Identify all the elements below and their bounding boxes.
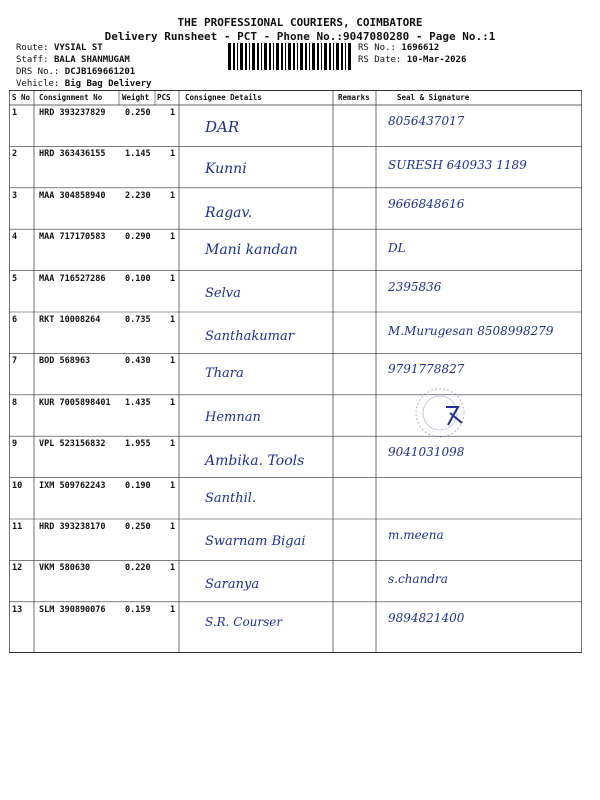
- barcode-bar: [345, 43, 346, 70]
- row-pcs: 1: [170, 397, 176, 408]
- row-signature: 9791778827: [388, 362, 465, 377]
- row-consignee: Santhakumar: [205, 329, 294, 344]
- route-field: [16, 43, 103, 53]
- barcode-bar: [293, 43, 295, 70]
- vehicle-field: [16, 79, 151, 89]
- row-signature: 8056437017: [388, 114, 465, 128]
- rs-no-label: RS No.:: [358, 43, 396, 53]
- row-consignment: MAA 717170583: [39, 232, 106, 243]
- vehicle-value: Big Bag Delivery: [64, 79, 152, 89]
- drs-label: DRS No.:: [16, 67, 60, 77]
- row-consignment: MAA 304858940: [39, 190, 106, 201]
- row-pcs: 1: [170, 315, 176, 325]
- row-consignment: HRD 363436155: [39, 149, 106, 160]
- row-consignment: VKM 580630: [39, 563, 91, 574]
- row-consignment: HRD 393238170: [39, 522, 106, 532]
- row-weight: 0.190: [125, 480, 151, 491]
- row-signature: 9894821400: [388, 610, 465, 625]
- col-sno: S No: [12, 93, 31, 102]
- barcode-bar: [281, 43, 283, 70]
- barcode-bar: [249, 43, 250, 70]
- row-sno: 12: [12, 563, 23, 574]
- row-sno: 2: [12, 149, 18, 160]
- row-pcs: 1: [170, 480, 176, 491]
- rs-no-value: 1696612: [401, 43, 440, 53]
- row-signature: 9041031098: [388, 445, 465, 460]
- barcode-bar: [297, 43, 298, 70]
- col-pcs: PCS: [157, 93, 171, 102]
- route-label: Route:: [16, 43, 49, 53]
- row-signature: M.Murugesan 8508998279: [388, 324, 554, 338]
- row-consignment: HRD 393237829: [39, 108, 106, 118]
- row-consignment: BOD 568963: [39, 356, 91, 367]
- row-consignee: Selva: [205, 285, 241, 301]
- row-sno: 4: [12, 232, 18, 243]
- row-weight: 1.145: [125, 149, 151, 160]
- row-pcs: 1: [170, 108, 176, 118]
- barcode-bar: [285, 43, 286, 70]
- row-signature: s.chandra: [388, 572, 448, 587]
- barcode-bar: [321, 43, 322, 70]
- row-sno: 13: [12, 604, 23, 615]
- barcode-bar: [288, 43, 291, 70]
- barcode-bar: [324, 43, 327, 70]
- row-weight: 0.250: [125, 522, 151, 532]
- barcode-bar: [257, 43, 259, 70]
- barcode-bar: [276, 43, 279, 70]
- route-value: VYSIAL ST: [53, 43, 103, 53]
- row-sno: 5: [12, 273, 18, 284]
- row-pcs: 1: [170, 190, 176, 201]
- row-consignment: KUR 7005898401: [39, 397, 111, 408]
- seal-stamp: [400, 385, 490, 445]
- barcode-bar: [317, 43, 319, 70]
- row-consignee: Kunni: [205, 161, 247, 178]
- row-weight: 0.735: [125, 315, 151, 325]
- row-signature: 9666848616: [388, 196, 465, 211]
- barcode-bar: [233, 43, 235, 70]
- staff-label: Staff:: [16, 55, 49, 65]
- barcode-bar: [333, 43, 334, 70]
- col-remarks: Remarks: [338, 93, 370, 102]
- row-consignee: Saranya: [205, 577, 260, 593]
- row-weight: 0.290: [125, 232, 151, 243]
- barcode-bar: [252, 43, 255, 70]
- staff-value: BALA SHANMUGAM: [53, 55, 130, 65]
- barcode-bar: [305, 43, 307, 70]
- row-sno: 11: [12, 522, 23, 532]
- row-sno: 1: [12, 108, 18, 118]
- vehicle-label: Vehicle:: [16, 79, 60, 89]
- row-weight: 0.430: [125, 356, 151, 367]
- col-consignee: Consignee Details: [185, 93, 262, 102]
- row-consignee: S.R. Courser: [205, 614, 283, 629]
- barcode-bar: [312, 43, 315, 70]
- row-pcs: 1: [170, 232, 176, 243]
- row-sno: 3: [12, 190, 18, 201]
- barcode-bar: [240, 43, 243, 70]
- row-sno: 10: [12, 480, 23, 491]
- col-consignment: Consignment No: [39, 93, 103, 102]
- barcode-bar: [348, 43, 351, 70]
- row-pcs: 1: [170, 439, 176, 450]
- row-sno: 6: [12, 315, 18, 325]
- row-pcs: 1: [170, 149, 176, 160]
- rs-no-field: [358, 43, 439, 53]
- barcode-bar: [329, 43, 331, 70]
- col-seal-signature: Seal & Signature: [397, 93, 470, 102]
- barcode-bar: [269, 43, 271, 70]
- row-weight: 0.220: [125, 563, 151, 574]
- row-consignment: RKT 10008264: [39, 315, 101, 325]
- row-consignee: Swarnam Bigai: [205, 534, 306, 549]
- row-consignee: Thara: [205, 366, 244, 382]
- company-name: THE PROFESSIONAL COURIERS, COIMBATORE: [177, 16, 423, 29]
- row-sno: 7: [12, 356, 18, 367]
- drs-field: [16, 67, 135, 77]
- barcode-bar: [309, 43, 310, 70]
- staff-field: [16, 55, 130, 65]
- row-consignee: Ambika. Tools: [205, 453, 305, 470]
- rs-date-value: 10-Mar-2026: [406, 55, 467, 65]
- barcode-bar: [261, 43, 262, 70]
- row-consignment: VPL 523156832: [39, 439, 106, 450]
- row-signature: SURESH 640933 1189: [388, 158, 527, 173]
- row-sno: 8: [12, 397, 18, 408]
- barcode-bar: [264, 43, 267, 70]
- row-pcs: 1: [170, 563, 176, 574]
- barcode-image: [228, 43, 354, 70]
- barcode-bar: [341, 43, 343, 70]
- row-weight: 1.955: [125, 439, 151, 450]
- barcode-bar: [245, 43, 247, 70]
- row-weight: 1.435: [125, 397, 151, 408]
- row-weight: 0.100: [125, 273, 151, 284]
- row-consignment: IXM 509762243: [39, 480, 106, 491]
- rs-date-field: [358, 55, 466, 65]
- row-pcs: 1: [170, 522, 176, 532]
- runsheet-table-grid: [9, 90, 582, 653]
- row-weight: 0.159: [125, 604, 151, 615]
- drs-value: DCJB169661201: [64, 67, 136, 77]
- barcode-bar: [237, 43, 238, 70]
- row-pcs: 1: [170, 356, 176, 367]
- barcode-bar: [273, 43, 274, 70]
- row-consignee: Ragav.: [205, 204, 253, 221]
- row-signature: DL: [388, 241, 406, 256]
- row-weight: 0.250: [125, 108, 151, 118]
- row-signature: 2395836: [388, 279, 442, 294]
- barcode-bar: [228, 43, 231, 70]
- row-pcs: 1: [170, 273, 176, 284]
- row-consignment: SLM 390890076: [39, 604, 106, 615]
- row-sno: 9: [12, 439, 18, 450]
- row-weight: 2.230: [125, 190, 151, 201]
- row-consignee: Santhil.: [205, 490, 257, 506]
- row-pcs: 1: [170, 604, 176, 615]
- row-consignment: MAA 716527286: [39, 273, 106, 284]
- barcode-bar: [336, 43, 339, 70]
- rs-date-label: RS Date:: [358, 55, 402, 65]
- row-signature: m.meena: [388, 528, 444, 542]
- row-consignee: Mani kandan: [205, 242, 298, 259]
- runsheet-subtitle: Delivery Runsheet - PCT - Phone No.:9047080280 - Page No.:1: [104, 30, 496, 43]
- col-weight: Weight: [122, 93, 150, 102]
- row-consignee: Hemnan: [205, 409, 261, 425]
- barcode-bar: [300, 43, 303, 70]
- row-consignee: DAR: [205, 118, 240, 136]
